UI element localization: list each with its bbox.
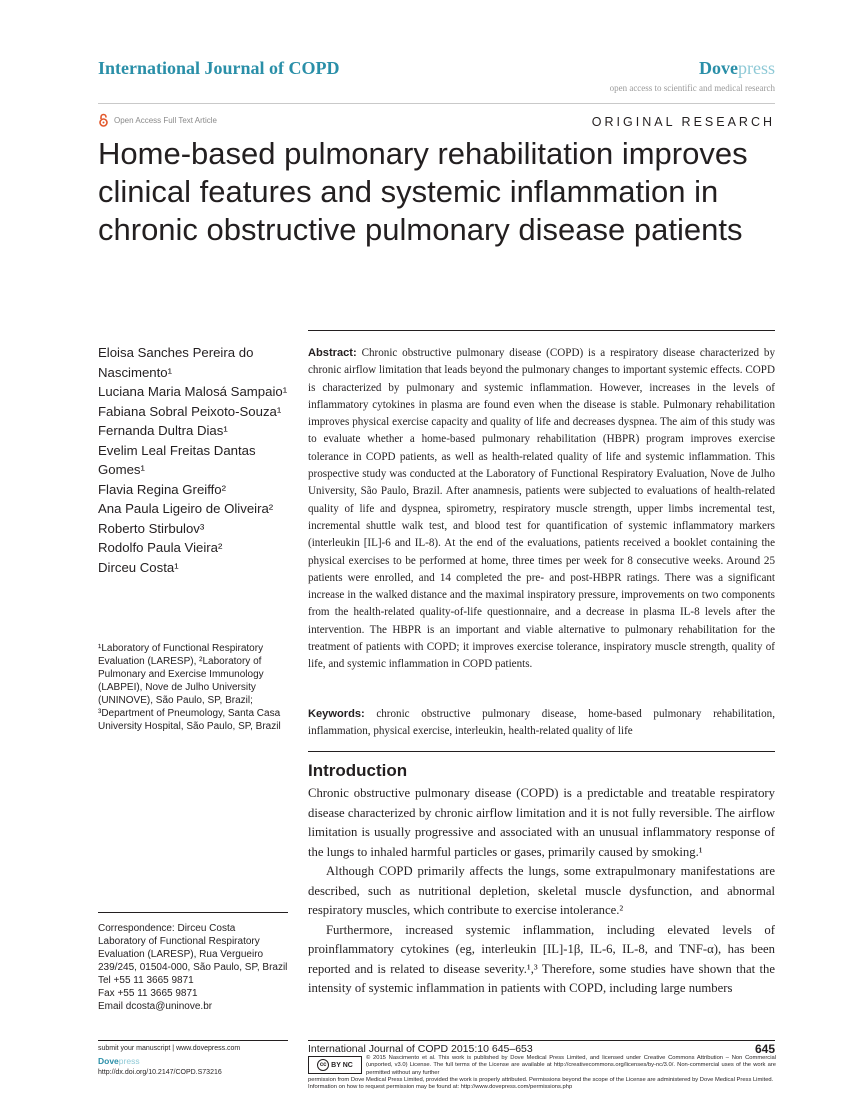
footer-left [98,1043,240,1079]
author-name: Luciana Maria Malosá Sampaio¹ [98,384,288,399]
doi-link[interactable]: http://dx.doi.org/10.2147/COPD.S73216 [98,1069,222,1076]
introduction-body [308,784,775,999]
correspondence-fax: Fax +55 11 3665 9871 [98,988,198,999]
license-text-continued: permission from Dove Medical Press Limited, provided the work is properly attributed. Permissions beyond the scope of the License are administered by Dove Medical Press Limited. Information on how to request permission may be found at: http://www.dovepress.com/permissions.php [308,1077,774,1091]
correspondence-line: Correspondence: Dirceu Costa [98,923,236,934]
journal-name: International Journal of COPD [98,58,340,78]
footer-logo-dove: Dove [98,1056,119,1066]
cc-icon: cc [317,1059,329,1071]
author-name: Flavia Regina Greiffo² [98,481,227,497]
introduction-divider [308,751,775,752]
keywords-text: chronic obstructive pulmonary disease, home-based pulmonary rehabilitation, inflammation, physical exercise, interleukin, health-related quality of life [308,708,775,738]
cc-label: BY NC [331,1061,353,1069]
publisher-logo-press: press [738,58,775,78]
author-name: Ana Paula Ligeiro de Oliveira² [98,501,274,516]
correspondence-email[interactable]: Email dcosta@uninove.br [98,1001,213,1012]
publisher-logo [699,58,775,79]
license-text: © 2015 Nascimento et al. This work is published by Dove Medical Press Limited, and licensed under Creative Commons Attribution – Non Commercial (unported, v3.0) License. The full terms of the License are available at http://creativecommons.org/licenses/by-nc/3.0/. Non-commercial uses of the work are permitted without any further [366,1055,776,1076]
correspondence-line: Evaluation (LARESP), Rua Vergueiro [98,949,264,960]
article-type: ORIGINAL RESEARCH [591,115,775,129]
footer-divider-right [308,1040,775,1041]
footer-citation: International Journal of COPD 2015:10 645–653 [308,1043,533,1055]
correspondence-phone: Tel +55 11 3665 9871 [98,975,194,986]
open-access-label [98,113,217,127]
creative-commons-badge[interactable] [308,1056,362,1074]
author-name: Roberto Stirbulov³ [98,520,205,536]
abstract-label: Abstract: [308,347,357,359]
introduction-paragraph: Although COPD primarily affects the lungs, some extrapulmonary manifestations are described, such as nutritional depletion, skeletal muscle dysfunction, and abnormal respiratory muscles, which contribute to exercise intolerance.² [308,864,775,917]
introduction-paragraph: Chronic obstructive pulmonary disease (COPD) is a predictable and treatable respiratory disease characterized by chronic airflow limitation and it is not fully reversible. The airflow limitation is usually progressive and associated with an unusual inflammatory response of the lungs to inhaled harmful particles or gases, primarily caused by smoking.¹ [308,786,775,859]
correspondence-divider [98,912,288,913]
author-name: Fernanda Dultra Dias¹ [98,423,228,438]
author-name: Dirceu Costa¹ [98,559,179,575]
introduction-heading: Introduction [308,761,408,780]
keywords-label: Keywords: [308,708,365,720]
open-access-text: Open Access Full Text Article [114,115,218,125]
publisher-tagline: open access to scientific and medical research [609,83,775,93]
header-divider [98,103,775,104]
affiliations: ¹Laboratory of Functional Respiratory Evaluation (LARESP), ²Laboratory of Pulmonary and Exercise Immunology (LABPEI), Nove de Julho University (UNINOVE), São Paulo, SP, Brazil; ³Department of Pneumology, Santa Casa University Hospital, São Paulo, SP, Brazil [98,643,281,732]
author-list [98,343,288,577]
author-name: Rodolfo Paula Vieira² [98,540,223,555]
publisher-logo-dove: Dove [699,58,738,78]
footer-logo-press: press [118,1056,140,1066]
correspondence [98,922,293,1013]
keywords [308,706,775,741]
author-name: Fabiana Sobral Peixoto-Souza¹ [98,403,282,419]
submit-manuscript-link[interactable]: submit your manuscript | www.dovepress.com [98,1045,241,1052]
abstract [308,345,775,674]
page-number: 645 [754,1042,775,1056]
correspondence-line: 239/245, 01504-000, São Paulo, SP, Brazil [98,962,288,973]
correspondence-line: Laboratory of Functional Respiratory [98,936,260,947]
open-access-icon [98,113,109,127]
footer-dovepress-logo [98,1055,240,1067]
author-name: Evelim Leal Freitas Dantas Gomes¹ [98,442,256,477]
abstract-text: Chronic obstructive pulmonary disease (COPD) is a respiratory disease characterized by chronic airflow limitation that leads beyond the pulmonary changes to important systemic effects. COPD is characterized by pulmonary and systemic inflammation. However, increases in the levels of inflammatory cytokines in plasma are found even when the disease is stable. Pulmonary rehabilitation improves physical exercise capacity and quality of life and decreases dyspnea. The aim of this study was to evaluate whether a home-based pulmonary rehabilitation (HBPR) program improves exercise tolerance in COPD patients, as well as health-related quality of life and systemic inflammation. This prospective study was conducted at the Laboratory of Functional Respiratory Evaluation, Nove de Julho University, São Paulo, Brazil. After anamnesis, patients were subjected to evaluations of health-related quality of life and dyspnea, spirometry, respiratory muscle strength, upper limbs incremental test, incremental shuttle walk test, and blood test for quantification of systemic inflammatory markers (interleukin [IL]-6 and IL-8). At the end of the evaluations, patients received a booklet containing the physical exercises to be performed at home, three times per week for 8 consecutive weeks. Around 25 patients were enrolled, and 14 completed the pre- and post-HBPR ratings. There was a significant increase in the walked distance and the maximal inspiratory pressure, improvements on two components from the health-related quality-of-life questionnaire, and a decrease in plasma IL-8 levels after the intervention. The HBPR is an important and viable alternative to pulmonary rehabilitation for the treatment of patients with COPD; it improves exercise tolerance, inspiratory muscle strength, quality of life, and systemic inflammation in COPD patients. [308,347,775,671]
author-name: Eloisa Sanches Pereira do Nascimento¹ [98,345,254,380]
footer-divider-left [98,1040,288,1041]
introduction-paragraph: Furthermore, increased systemic inflammation, including elevated levels of proinflammatory cytokines (eg, interleukin [IL]-1β, IL-6, IL-8, and TNF-α), has been reported and is related to disease severity.¹,³ Therefore, some studies have shown that the intensity of systemic inflammation in patients with COPD, including large numbers [308,922,775,995]
article-title: Home-based pulmonary rehabilitation improves clinical features and systemic inflammation in chronic obstructive pulmonary disease patients [98,136,748,247]
abstract-divider [308,330,775,331]
